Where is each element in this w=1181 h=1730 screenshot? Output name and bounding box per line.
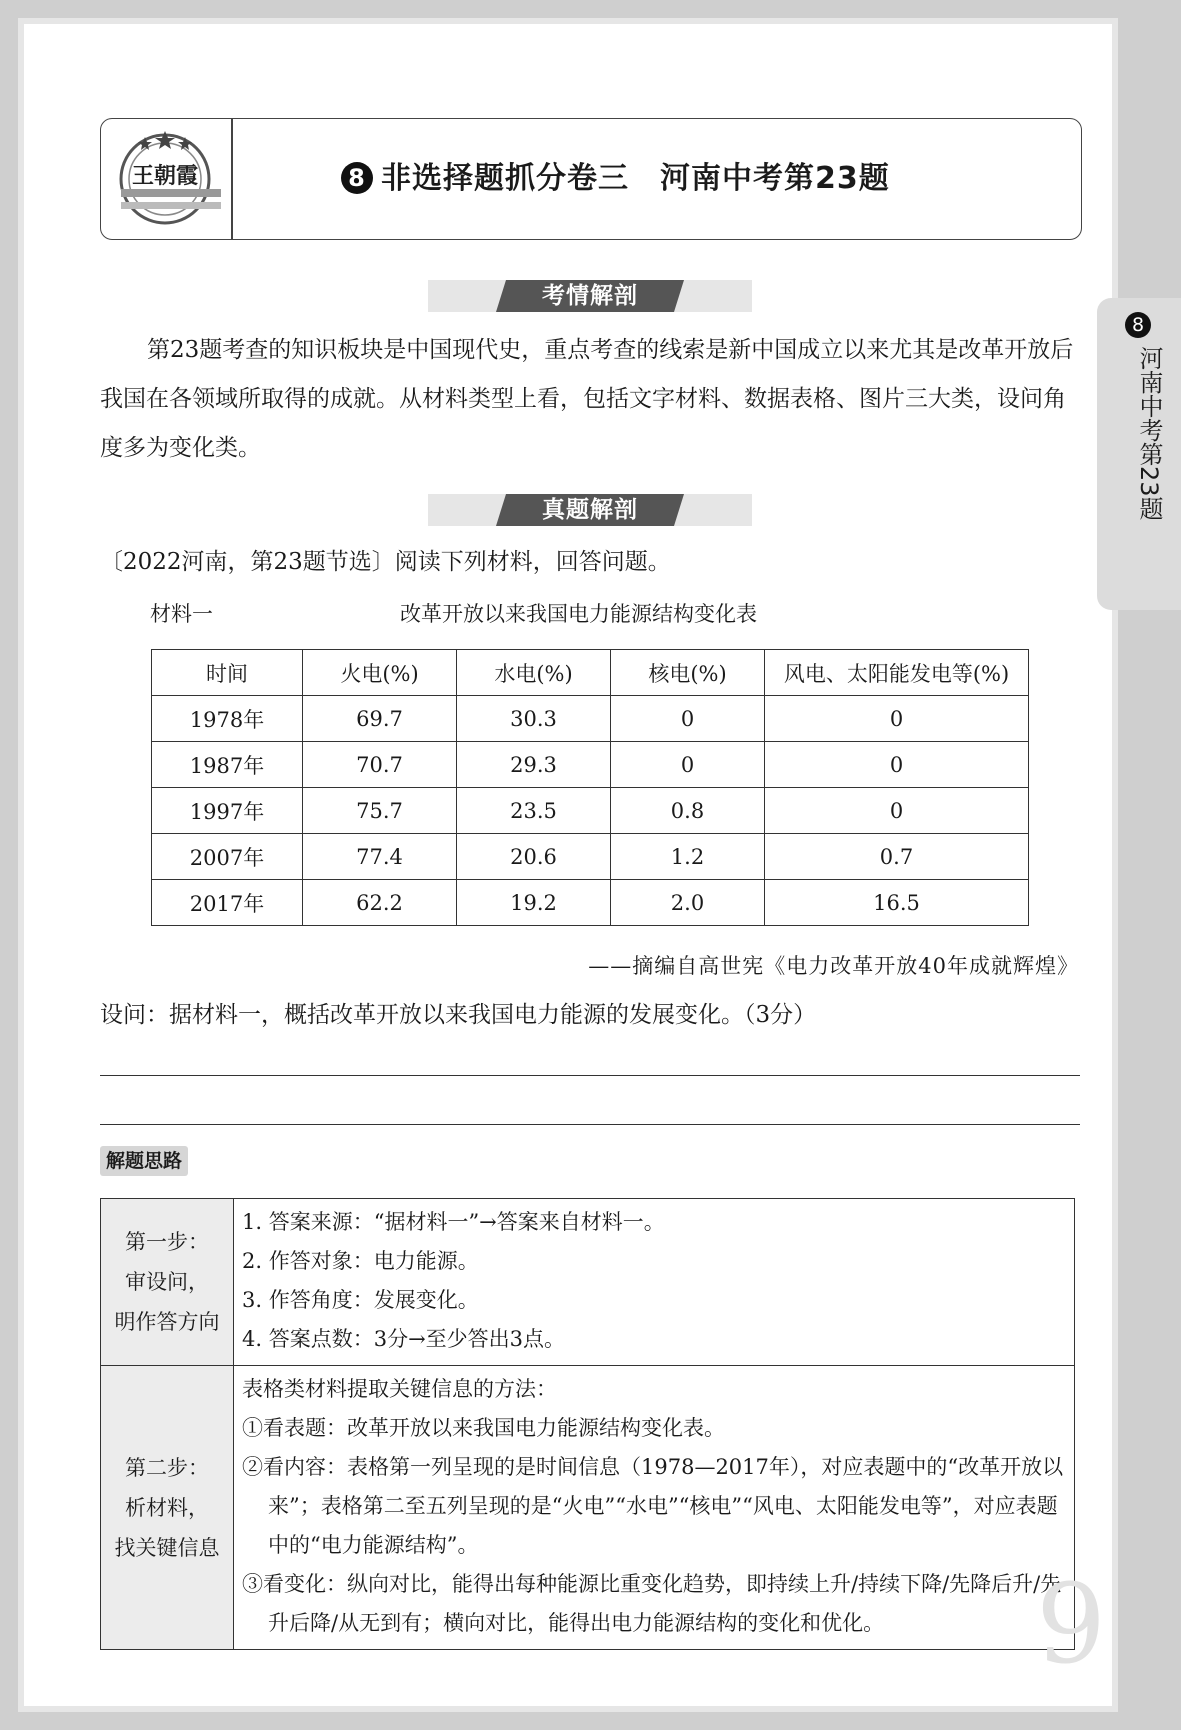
table-cell: 0 — [611, 742, 765, 788]
table-cell: 0 — [765, 742, 1029, 788]
table-row — [152, 834, 1029, 880]
table-cell: 2017年 — [152, 880, 303, 926]
question-prompt: 设问：据材料一，概括改革开放以来我国电力能源的发展变化。（3分） — [100, 1002, 817, 1028]
side-tab-number: 8 — [1125, 312, 1151, 338]
step-label-cell — [101, 1199, 234, 1366]
table-row — [152, 696, 1029, 742]
table-cell: 30.3 — [457, 696, 611, 742]
step-row — [101, 1366, 1075, 1650]
step-label-line: 审设问， — [125, 1270, 209, 1294]
table-cell: 19.2 — [457, 880, 611, 926]
table-row — [152, 742, 1029, 788]
question-intro — [100, 540, 1080, 584]
table-cell: 0 — [611, 696, 765, 742]
step-label-line: 找关键信息 — [114, 1535, 220, 1560]
table-cell: 75.7 — [303, 788, 457, 834]
header-box — [100, 118, 1082, 240]
section-banner-analysis — [428, 280, 752, 312]
table-cell: 2007年 — [152, 834, 303, 880]
table-row — [152, 788, 1029, 834]
solution-steps-table — [100, 1198, 1075, 1650]
table-cell: 0 — [765, 788, 1029, 834]
column-header: 水电(%) — [457, 650, 611, 696]
svg-text:王朝霞: 王朝霞 — [131, 163, 199, 189]
step-row — [101, 1199, 1075, 1366]
column-header: 风电、太阳能发电等(%) — [765, 650, 1029, 696]
table-cell: 2.0 — [611, 880, 765, 926]
solution-tag: 解题思路 — [100, 1146, 188, 1176]
table-cell: 1997年 — [152, 788, 303, 834]
logo-divider — [231, 119, 233, 239]
page-title — [341, 153, 890, 197]
section-banner-label: 真题解剖 — [542, 497, 638, 523]
table-cell: 16.5 — [765, 880, 1029, 926]
step-item: 1. 答案来源：“据材料一”→答案来自材料一。 — [242, 1210, 665, 1234]
table-row — [152, 880, 1029, 926]
table-cell: 23.5 — [457, 788, 611, 834]
table-cell: 70.7 — [303, 742, 457, 788]
section-banner-label: 考情解剖 — [542, 283, 638, 309]
table-cell: 0.8 — [611, 788, 765, 834]
side-tab-text: 河南中考第23题 — [1135, 346, 1163, 521]
logo-seal-icon — [111, 127, 229, 229]
step-item: ③看变化：纵向对比，能得出每种能源比重变化趋势，即持续上升/持续下降/先降后升/先升后降/从无到有；横向对比，能得出电力能源结构的变化和优化。 — [242, 1572, 1062, 1635]
step-label-line: 明作答方向 — [114, 1310, 220, 1334]
column-header: 时间 — [152, 650, 303, 696]
step-item: 表格类材料提取关键信息的方法： — [242, 1377, 557, 1401]
table-cell: 62.2 — [303, 880, 457, 926]
chapter-number-badge: 8 — [341, 162, 373, 194]
step-item: 4. 答案点数：3分→至少答出3点。 — [242, 1327, 566, 1351]
table-cell: 69.7 — [303, 696, 457, 742]
analysis-text: 第23题考查的知识板块是中国现代史，重点考查的线索是新中国成立以来尤其是改革开放后我国在各领域所取得的成就。从材料类型上看，包括文字材料、数据表格、图片三大类，设问角度多为变化类。 — [100, 337, 1074, 461]
table-cell: 1978年 — [152, 696, 303, 742]
step-item: ①看表题：改革开放以来我国电力能源结构变化表。 — [242, 1416, 725, 1440]
column-header: 火电(%) — [303, 650, 457, 696]
side-chapter-tab[interactable] — [1097, 298, 1181, 610]
energy-structure-table — [151, 649, 1029, 926]
step-item: ②看内容：表格第一列呈现的是时间信息（1978—2017年），对应表题中的“改革开放以来”；表格第二至五列呈现的是“火电”“水电”“核电”“风电、太阳能发电等”，对应表题中的“电力能源结构”。 — [242, 1455, 1064, 1557]
answer-line[interactable] — [100, 1075, 1080, 1076]
table-cell: 77.4 — [303, 834, 457, 880]
step-label-line: 析材料， — [125, 1495, 209, 1520]
question-intro-text: 〔2022河南，第23题节选〕阅读下列材料，回答问题。 — [100, 549, 671, 575]
answer-line[interactable] — [100, 1124, 1080, 1125]
step-label-line: 第二步： — [125, 1455, 209, 1480]
table-cell: 0.7 — [765, 834, 1029, 880]
table-cell: 20.6 — [457, 834, 611, 880]
table-cell: 29.3 — [457, 742, 611, 788]
page-number: 9 — [1036, 1560, 1106, 1688]
step-label-cell — [101, 1366, 234, 1650]
step-content-cell — [234, 1366, 1075, 1650]
material-table-title: 改革开放以来我国电力能源结构变化表 — [400, 602, 757, 626]
material-source: ——摘编自高世宪《电力改革开放40年成就辉煌》 — [588, 954, 1079, 978]
step-content-cell — [234, 1199, 1075, 1366]
column-header: 核电(%) — [611, 650, 765, 696]
section-banner-real-exam — [428, 494, 752, 526]
step-label-line: 第一步： — [125, 1230, 209, 1254]
material-label: 材料一 — [150, 602, 213, 626]
table-header-row — [152, 650, 1029, 696]
step-item: 3. 作答角度：发展变化。 — [242, 1288, 479, 1312]
step-item: 2. 作答对象：电力能源。 — [242, 1249, 479, 1273]
analysis-paragraph — [100, 326, 1080, 473]
table-cell: 1.2 — [611, 834, 765, 880]
table-cell: 1987年 — [152, 742, 303, 788]
table-cell: 0 — [765, 696, 1029, 742]
page-title-text: 非选择题抓分卷三 河南中考第23题 — [381, 161, 890, 196]
